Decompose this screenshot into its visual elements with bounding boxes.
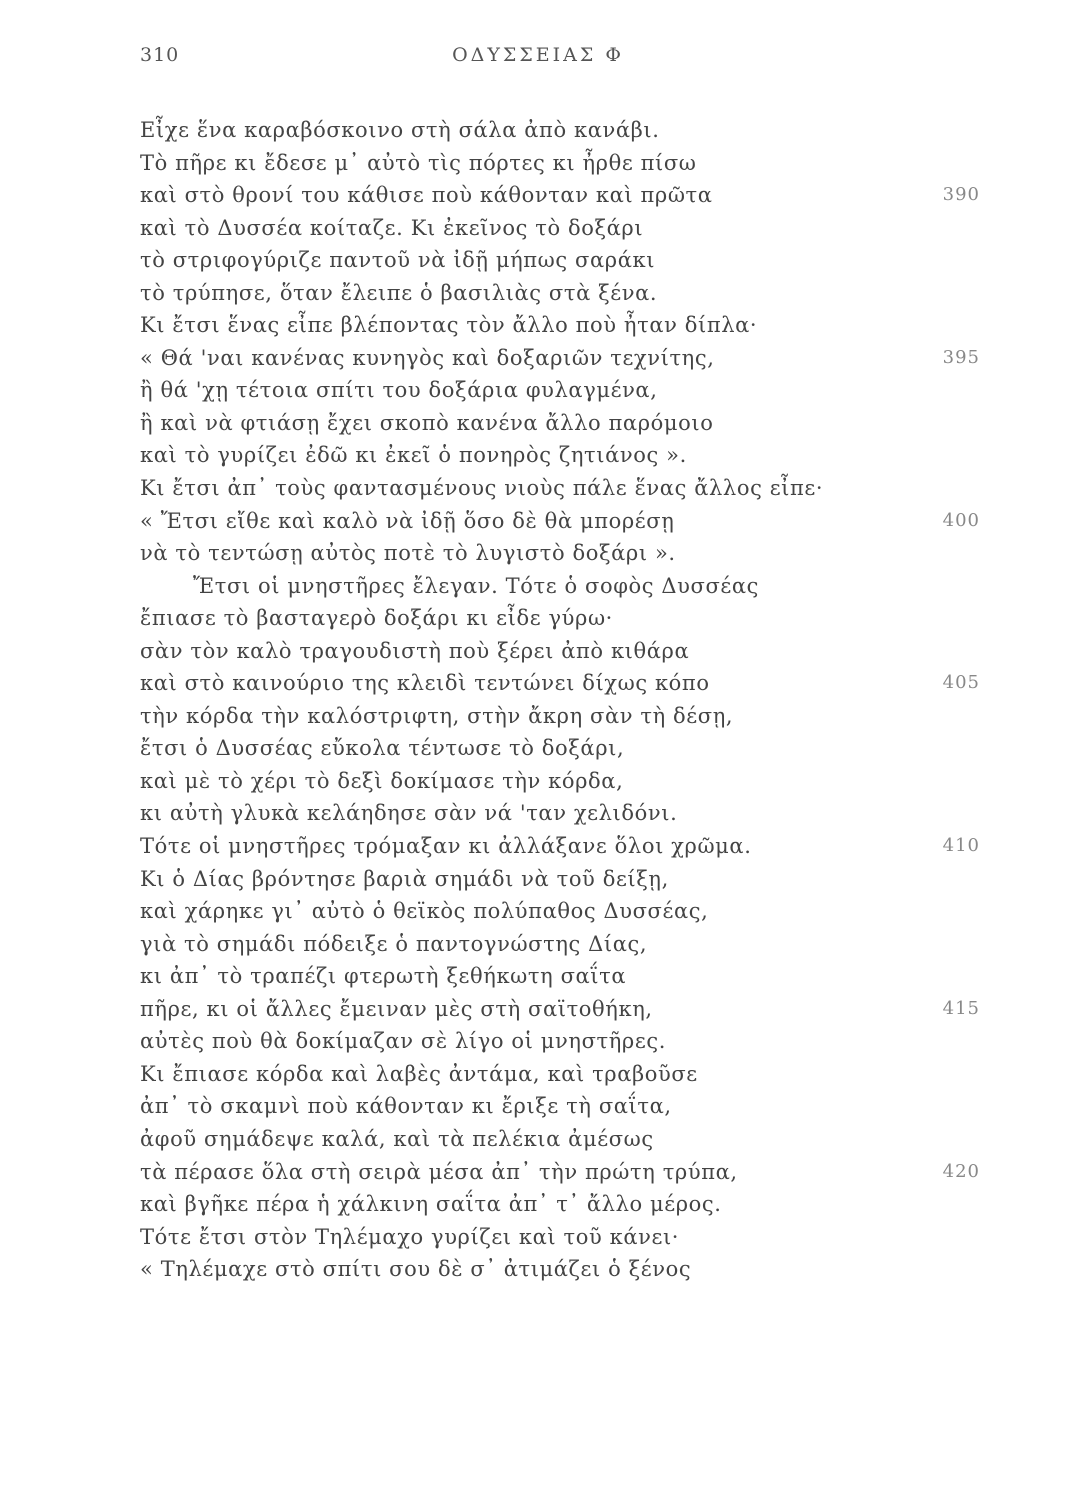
verse-text: κι ἀπ᾽ τὸ τραπέζι φτερωτὴ ξεθήκωτη σαΐτα (140, 964, 627, 989)
verse-line (0, 602, 1076, 635)
verse-line (0, 1156, 1076, 1189)
verse-line (0, 439, 1076, 472)
verse-line (0, 1123, 1076, 1156)
verse-line (0, 244, 1076, 277)
line-number: 390 (942, 184, 980, 206)
verse-text: σὰν τὸν καλὸ τραγουδιστὴ ποὺ ξέρει ἀπὸ κιθάρα (140, 638, 690, 663)
verse-line (0, 1058, 1076, 1091)
verse-line (0, 212, 1076, 245)
verse-text: ἀπ᾽ τὸ σκαμνὶ ποὺ κάθονταν κι ἔριξε τὴ σαΐτα, (140, 1094, 672, 1119)
verse-line (0, 765, 1076, 798)
verse-line (0, 797, 1076, 830)
verse-line (0, 472, 1076, 505)
page-number: 310 (140, 44, 180, 66)
verse-text: ἔτσι ὁ Δυσσέας εὔκολα τέντωσε τὸ δοξάρι, (140, 736, 625, 761)
verse-line (0, 277, 1076, 310)
verse-line (0, 407, 1076, 440)
verse-text: ἢ καὶ νὰ φτιάσῃ ἔχει σκοπὸ κανένα ἄλλο παρόμοιο (140, 410, 714, 435)
verse-text: πῆρε, κι οἱ ἄλλες ἔμειναν μὲς στὴ σαϊτοθήκη, (140, 996, 653, 1021)
verse-text: καὶ χάρηκε γι᾽ αὐτὸ ὁ θεϊκὸς πολύπαθος Δυσσέας, (140, 899, 709, 924)
verse-text: τὸ τρύπησε, ὅταν ἔλειπε ὁ βασιλιὰς στὰ ξένα. (140, 280, 658, 305)
verse-line (0, 667, 1076, 700)
verse-text: καὶ στὸ θρονί του κάθισε ποὺ κάθονταν καὶ πρῶτα (140, 183, 713, 208)
verse-text: τὴν κόρδα τὴν καλόστριφτη, στὴν ἄκρη σὰν τὴ δέσῃ, (140, 703, 734, 728)
verse-text: κι αὐτὴ γλυκὰ κελάηδησε σὰν νά 'ταν χελιδόνι. (140, 801, 678, 826)
verse-line (0, 374, 1076, 407)
verse-line (0, 505, 1076, 538)
verse-line (0, 1090, 1076, 1123)
verse-text: Κι ἔτσι ἀπ᾽ τοὺς φαντασμένους νιοὺς πάλε ἕνας ἄλλος εἶπε· (140, 476, 824, 501)
verse-text: ἀφοῦ σημάδεψε καλά, καὶ τὰ πελέκια ἀμέσως (140, 1126, 654, 1151)
verse-text: Τὸ πῆρε κι ἔδεσε μ᾽ αὐτὸ τὶς πόρτες κι ἦρθε πίσω (140, 150, 697, 175)
running-title: ΟΔΥΣΣΕΙΑΣ Φ (452, 44, 624, 66)
line-number: 410 (942, 835, 980, 857)
verse-text: Τότε ἔτσι στὸν Τηλέμαχο γυρίζει καὶ τοῦ κάνει· (140, 1224, 680, 1249)
verse-text: τὰ πέρασε ὅλα στὴ σειρὰ μέσα ἀπ᾽ τὴν πρώτη τρύπα, (140, 1159, 738, 1184)
verse-text: Ἔτσι οἱ μνηστῆρες ἔλεγαν. Τότε ὁ σοφὸς Δυσσέας (193, 573, 760, 598)
line-number: 400 (942, 509, 980, 531)
line-number: 415 (942, 997, 980, 1019)
poem-text (0, 114, 1076, 1286)
verse-text: καὶ μὲ τὸ χέρι τὸ δεξὶ δοκίμασε τὴν κόρδα, (140, 768, 624, 793)
verse-line (0, 309, 1076, 342)
verse-line (0, 895, 1076, 928)
verse-line (0, 700, 1076, 733)
verse-line (0, 830, 1076, 863)
verse-line (0, 732, 1076, 765)
verse-text: « Ἔτσι εἴθε καὶ καλὸ νὰ ἰδῇ ὅσο δὲ θὰ μπορέσῃ (140, 508, 675, 533)
page-header (0, 44, 1076, 74)
verse-line (0, 114, 1076, 147)
verse-text: αὐτὲς ποὺ θὰ δοκίμαζαν σὲ λίγο οἱ μνηστῆρες. (140, 1029, 666, 1054)
verse-line (0, 147, 1076, 180)
verse-line (0, 863, 1076, 896)
verse-text: ἢ θά 'χῃ τέτοια σπίτι του δοξάρια φυλαγμένα, (140, 378, 658, 403)
verse-line (0, 1188, 1076, 1221)
verse-text: Τότε οἱ μνηστῆρες τρόμαξαν κι ἀλλάξανε ὅλοι χρῶμα. (140, 834, 752, 859)
verse-text: Εἶχε ἕνα καραβόσκοινο στὴ σάλα ἀπὸ κανάβι. (140, 118, 660, 142)
verse-text: « Θά 'ναι κανένας κυνηγὸς καὶ δοξαριῶν τεχνίτης, (140, 345, 715, 370)
verse-text: ἔπιασε τὸ βασταγερὸ δοξάρι κι εἶδε γύρω· (140, 606, 613, 631)
verse-line (0, 1253, 1076, 1286)
verse-text: τὸ στριφογύριζε παντοῦ νὰ ἰδῇ μήπως σαράκι (140, 248, 656, 273)
verse-text: νὰ τὸ τεντώσῃ αὐτὸς ποτὲ τὸ λυγιστὸ δοξάρι ». (140, 541, 676, 566)
verse-line (0, 928, 1076, 961)
verse-line (0, 635, 1076, 668)
verse-line (0, 1025, 1076, 1058)
verse-line (0, 1221, 1076, 1254)
verse-text: καὶ στὸ καινούριο της κλειδὶ τεντώνει δίχως κόπο (140, 671, 710, 696)
verse-text: γιὰ τὸ σημάδι πόδειξε ὁ παντογνώστης Δίας, (140, 931, 648, 956)
verse-line (0, 993, 1076, 1026)
verse-text: καὶ βγῆκε πέρα ἡ χάλκινη σαΐτα ἀπ᾽ τ᾽ ἄλλο μέρος. (140, 1192, 722, 1217)
line-number: 405 (942, 672, 980, 694)
verse-line (0, 179, 1076, 212)
verse-text: « Τηλέμαχε στὸ σπίτι σου δὲ σ᾽ ἀτιμάζει ὁ ξένος (140, 1257, 692, 1282)
verse-line (0, 537, 1076, 570)
verse-text: Κι ἔτσι ἕνας εἶπε βλέποντας τὸν ἄλλο ποὺ ἦταν δίπλα· (140, 313, 758, 338)
line-number: 395 (942, 346, 980, 368)
verse-text: καὶ τὸ γυρίζει ἐδῶ κι ἐκεῖ ὁ πονηρὸς ζητιάνος ». (140, 443, 687, 468)
verse-line (0, 960, 1076, 993)
verse-line (0, 570, 1076, 603)
line-number: 420 (942, 1160, 980, 1182)
verse-line (0, 342, 1076, 375)
verse-text: Κι ἔπιασε κόρδα καὶ λαβὲς ἀντάμα, καὶ τραβοῦσε (140, 1061, 698, 1086)
verse-text: καὶ τὸ Δυσσέα κοίταζε. Κι ἐκεῖνος τὸ δοξάρι (140, 215, 644, 240)
verse-text: Κι ὁ Δίας βρόντησε βαριὰ σημάδι νὰ τοῦ δείξῃ, (140, 866, 669, 891)
